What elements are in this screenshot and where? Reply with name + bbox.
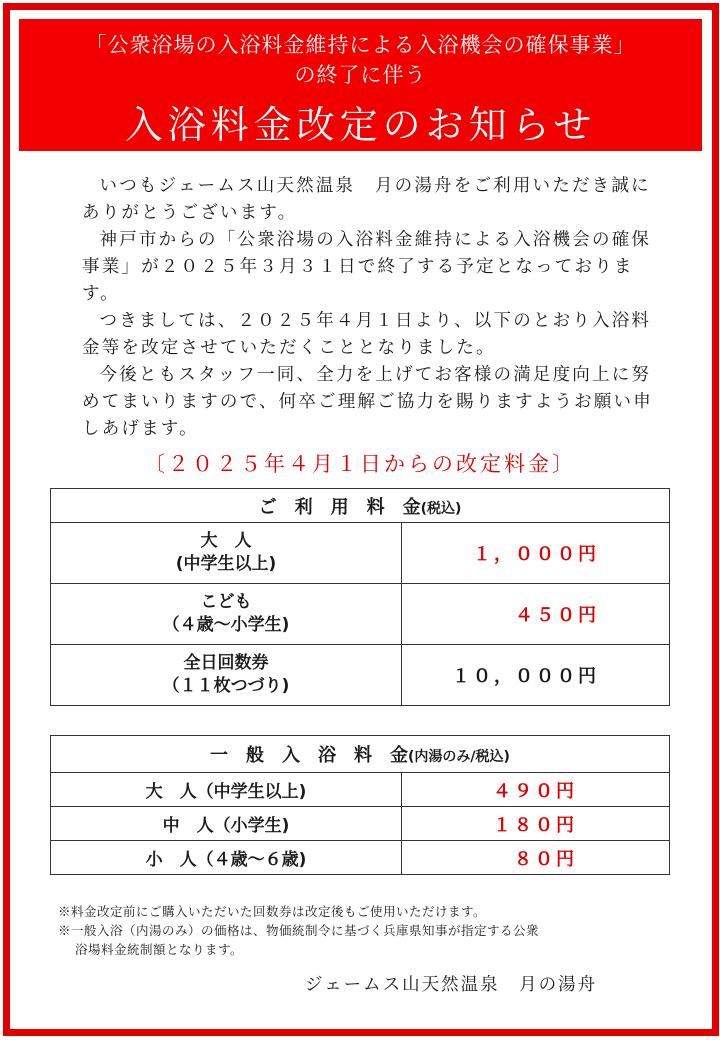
announcement-body <box>82 173 657 443</box>
body-paragraph: いつもジェームス山天然温泉 月の湯舟をご利用いただき誠にありがとうございます。 <box>82 176 651 223</box>
revision-heading: 〔２０２５年４月１日からの改定料金〕 <box>144 452 576 476</box>
body-paragraph: 神戸市からの「公衆浴場の入浴料金維持による入浴機会の確保事業」が２０２５年３月３１日で終了する予定となっております。 <box>82 230 652 304</box>
table-header-row <box>51 736 670 773</box>
fee-sublabel: （４歳〜小学生) <box>162 615 290 635</box>
table-row <box>51 841 670 875</box>
general-label: 中 人（小学生) <box>51 807 402 841</box>
fees-table-header <box>51 489 670 523</box>
general-value: １８０円 <box>402 807 670 841</box>
fee-label-cell <box>51 645 402 706</box>
general-label: 小 人（４歳〜６歳) <box>51 841 402 875</box>
footnote: ※一般入浴（内湯のみ）の価格は、物価統制令に基づく兵庫県知事が指定する公衆 <box>58 923 540 938</box>
table-row <box>51 584 670 645</box>
general-label: 大 人（中学生以上) <box>51 773 402 807</box>
fee-sublabel: (中学生以上) <box>175 554 277 574</box>
body-paragraph: 今後ともスタッフ一同、全力を上げてお客様の満足度向上に努めてまいりますので、何卒ご理解ご協力を賜りますようお願い申しあげます。 <box>82 365 653 439</box>
table-row <box>51 773 670 807</box>
fee-value: ４５０円 <box>402 584 670 645</box>
table-row <box>51 523 670 584</box>
fees-table <box>50 488 670 706</box>
banner-subtitle: 「公衆浴場の入浴料金維持による入浴機会の確保事業」 <box>85 33 636 57</box>
general-value: ８０円 <box>402 841 670 875</box>
fee-label: こども <box>200 592 252 612</box>
general-header-note: (内湯のみ/税込) <box>408 749 510 765</box>
table-row <box>51 807 670 841</box>
footnote-continuation: 浴場料金統制額となります。 <box>75 942 244 957</box>
fee-value: １，０００円 <box>402 523 670 584</box>
body-paragraph: つきましては、２０２５年４月１日より、以下のとおり入浴料金等を改定させていただくこととなりました。 <box>82 311 652 358</box>
fee-label: 全日回数券 <box>183 653 269 673</box>
fee-value: １０，０００円 <box>402 645 670 706</box>
signature: ジェームス山天然温泉 月の湯舟 <box>305 975 598 995</box>
table-header-row <box>51 489 670 523</box>
banner-subtitle-2: の終了に伴う <box>294 63 427 87</box>
fees-header-note: (税込) <box>420 500 462 517</box>
fee-label-cell <box>51 584 402 645</box>
general-value: ４９０円 <box>402 773 670 807</box>
footnote: ※料金改定前にご購入いただいた回数券は改定後もご使用いただけます。 <box>58 904 487 919</box>
fee-label-cell <box>51 523 402 584</box>
page-title: 入浴料金改定のお知らせ <box>124 103 597 147</box>
general-header-label: 一 般 入 浴 料 金 <box>210 745 409 766</box>
fees-header-label: ご 利 用 料 金 <box>258 496 421 518</box>
general-table-header <box>51 736 670 773</box>
fee-sublabel: （１１枚つづり) <box>162 676 290 696</box>
footnotes <box>58 902 668 959</box>
table-row <box>51 645 670 706</box>
general-bath-table <box>50 735 670 875</box>
fee-label: 大 人 <box>200 531 252 551</box>
title-banner <box>19 19 702 151</box>
